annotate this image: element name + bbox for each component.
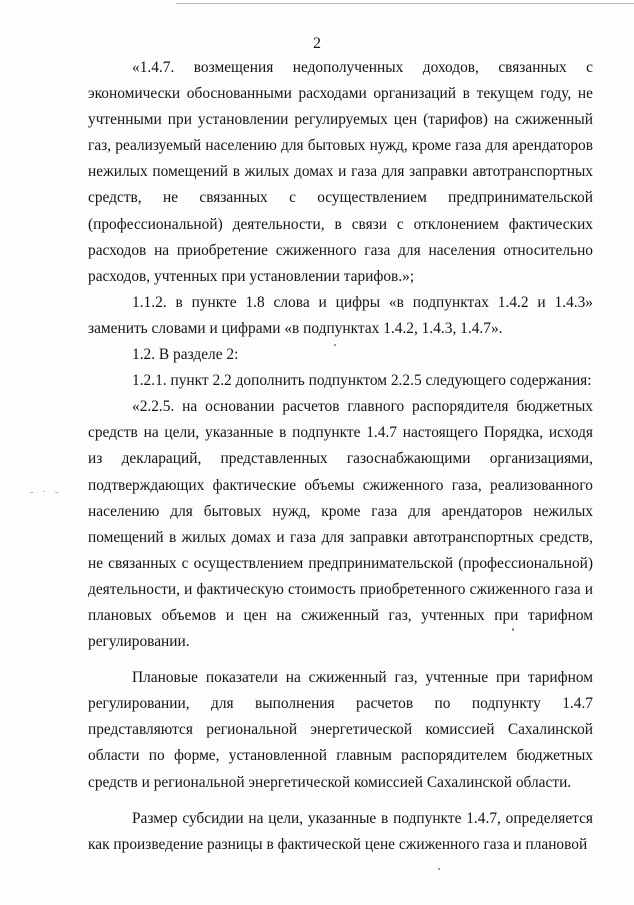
top-border-line: [176, 3, 634, 4]
margin-marks: - · -: [30, 486, 62, 498]
paragraph-1-2-1: 1.2.1. пункт 2.2 дополнить подпунктом 2.2.5 следующего содержания:: [132, 372, 592, 390]
document-body: [88, 55, 593, 858]
paragraph-1-2: 1.2. В разделе 2:: [132, 346, 239, 364]
paragraph-planned-indicators: Плановые показатели на сжиженный газ, учтенные при тарифном регулировании, для выполнения расчетов по подпункту 1.4.7 представляются региональной энергетической комиссией Сахалинской области по форме, установленной главным распорядителем бюджетных средств и региональной энергетической комиссией Сахалинской области.: [88, 669, 593, 791]
scan-speck: [334, 344, 336, 346]
scan-speck: [438, 868, 440, 870]
paragraph-subsidy-amount: Размер субсидии на цели, указанные в подпункте 1.4.7, определяется как произведение разницы в фактической цене сжиженного газа и плановой: [88, 809, 593, 853]
scan-speck: [512, 628, 514, 631]
paragraph-2-2-5: «2.2.5. на основании расчетов главного распорядителя бюджетных средств на цели, указанные в подпункте 1.4.7 настоящего Порядка, исходя из деклараций, представленных газоснабжающими организациями, подтверждающих фактические объемы сжиженного газа, реализованного населению для бытовых нужд, кроме газа для арендаторов нежилых помещений в жилых домах и газа для заправки автотранспортных средств, не связанных с осуществлением предпринимательской (профессиональной) деятельности, и фактическую стоимость приобретенного сжиженного газа и плановых объемов и цен на сжиженный газ, учтенных при тарифном регулировании.: [88, 398, 593, 651]
paragraph-1-1-2: 1.1.2. в пункте 1.8 слова и цифры «в подпунктах 1.4.2 и 1.4.3» заменить словами и цифрами «в подпунктах 1.4.2, 1.4.3, 1.4.7».: [88, 293, 593, 337]
paragraph-1-4-7: «1.4.7. возмещения недополученных доходов, связанных с экономически обоснованными расходами организаций в текущем году, не учтенными при установлении регулируемых цен (тарифов) на сжиженный газ, реализуемый населению для бытовых нужд, кроме газа для арендаторов нежилых помещений в жилых домах и газа для заправки автотранспортных средств, не связанных с осуществлением предпринимательской (профессиональной) деятельности, в связи с отклонением фактических расходов на приобретение сжиженного газа для населения относительно расходов, учтенных при установлении тарифов.»;: [88, 59, 593, 285]
page-number: 2: [313, 35, 321, 52]
